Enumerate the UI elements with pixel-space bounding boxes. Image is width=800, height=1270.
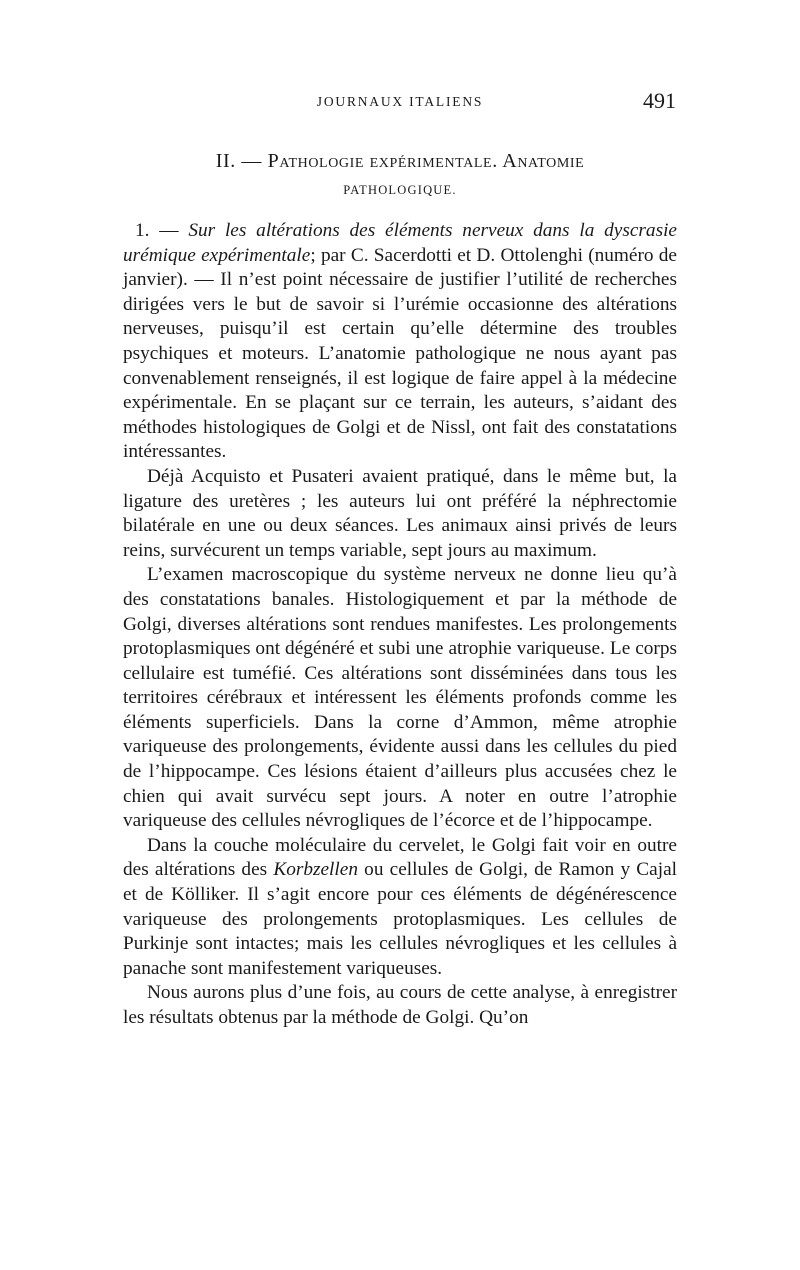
article-title: Sur les altérations des éléments nerveux dans la dyscrasie urémique expérimentale: [123, 220, 677, 266]
running-head: [124, 88, 676, 118]
paragraph-4-start: Dans la couche moléculaire du cervelet, le Golgi fait voir en outre des altérations des: [123, 834, 677, 881]
paragraph-1: [123, 219, 677, 465]
paragraph-3: L’examen macroscopique du système nerveux ne donne lieu qu’à des constatations banales. Histologiquement et par la méthode de Golgi, diverses altérations sont rendues manifestes. Les prolongements protoplasmiques ont dégénéré et subi une atrophie variqueuse. Le corps cellulaire est tuméfié. Ces altérations sont disséminées dans tous les territoires cérébraux et intéressent les éléments profonds comme les éléments superficiels. Dans la corne d’Ammon, même atrophie variqueuse des prolongements, évidente aussi dans les cellules du pied de l’hippocampe. Ces lésions étaient d’ailleurs plus accusées chez le chien qui avait survécu sept jours. A noter en outre l’atrophie variqueuse des cellules névrogliques de l’écorce et de l’hippocampe.: [123, 564, 677, 832]
running-title: JOURNAUX ITALIENS: [316, 94, 484, 109]
article-byline-and-intro: ; par C. Sacerdotti et D. Ottolenghi (numéro de janvier). — Il n’est point nécessaire de justifier l’utilité de recherches dirigées vers le but de savoir si l’urémie occasionne des altérations nerveuses, puisqu’il est certain qu’elle détermine des troubles psychiques et moteurs. L’anatomie pathologique ne nous ayant pas convenablement renseignés, il est logique de faire appel à la médecine expérimentale. En se plaçant sur ce terrain, les auteurs, s’aidant des méthodes histologiques de Golgi et de Nissl, ont fait des constatations intéressantes.: [123, 244, 677, 463]
paragraph-2: Déjà Acquisto et Pusateri avaient pratiqué, dans le même but, la ligature des uretères ; les auteurs lui ont préféré la néphrectomie bilatérale en une ou deux séances. Les animaux ainsi privés de leurs reins, survécurent un temps variable, sept jours au maximum.: [123, 465, 677, 561]
paragraph-5: Nous aurons plus d’une fois, au cours de cette analyse, à enregistrer les résultats obtenus par la méthode de Golgi. Qu’on: [123, 982, 677, 1028]
section-heading-line-1: II. — Pathologie expérimentale. Anatomie: [215, 150, 585, 172]
korbzellen-term: Korbzellen: [273, 859, 358, 881]
section-heading-line-2: PATHOLOGIQUE.: [343, 183, 457, 197]
paragraph-4: [123, 834, 677, 982]
paragraph-4-end: ou cellules de Golgi, de Ramon y Cajal et de Kölliker. Il s’agit encore pour ces éléments de dégénérescence variqueuse des prolongements protoplasmiques. Les cellules de Purkinje sont intactes; mais les cellules névrogliques et les cellules à panache sont manifestement variqueuses.: [123, 859, 677, 979]
article-body: [123, 219, 677, 1031]
section-heading: [124, 146, 676, 202]
page-number: 491: [643, 88, 676, 113]
article-number: 1. —: [135, 220, 189, 241]
